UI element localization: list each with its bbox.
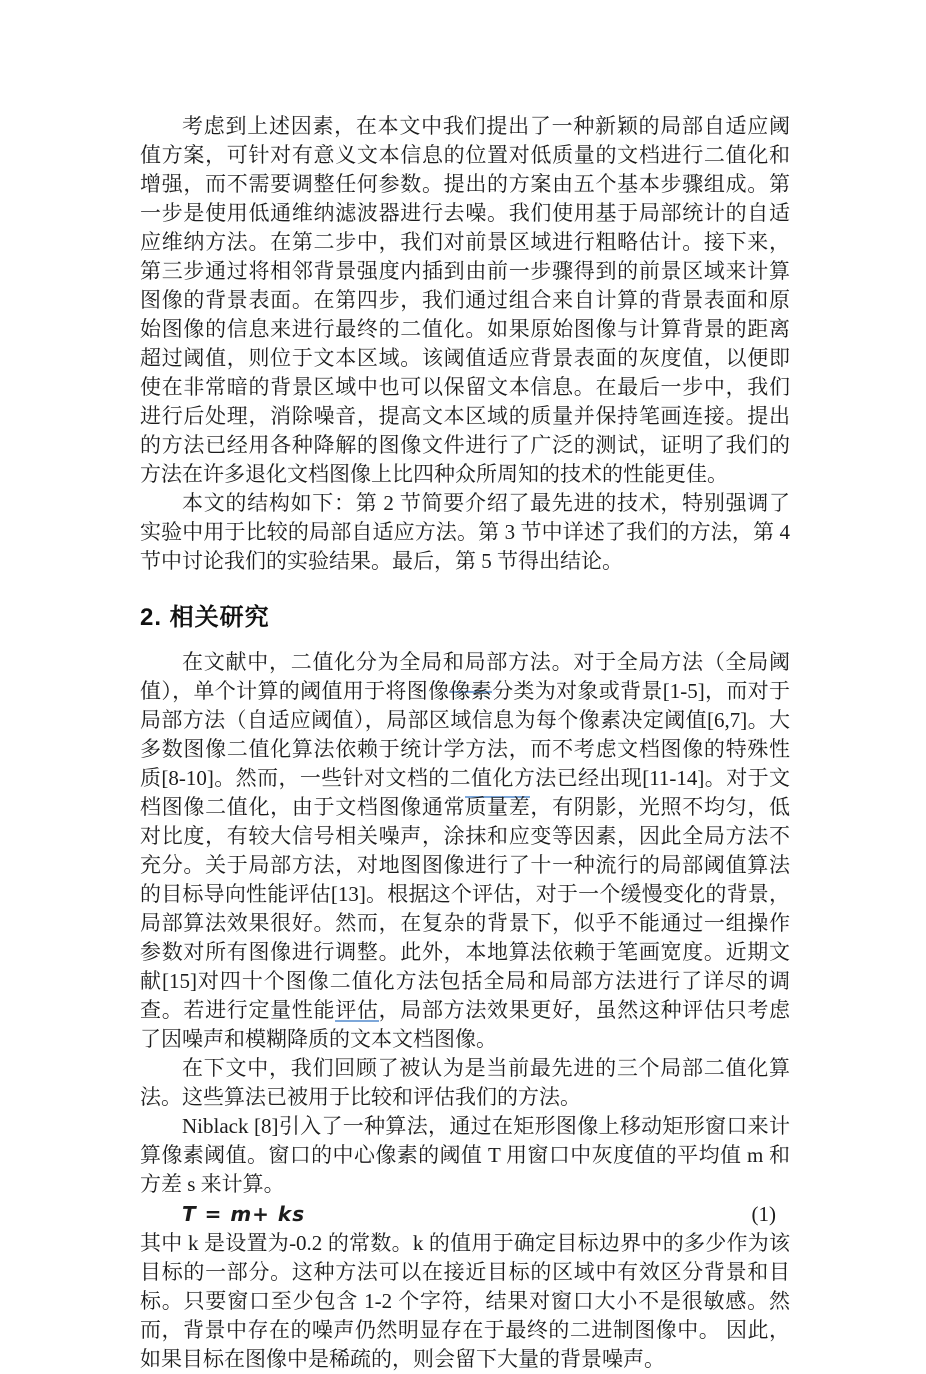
paragraph-intro: 考虑到上述因素，在本文中我们提出了一种新颖的局部自适应阈值方案，可针对有意义文本信息的位置对低质量的文档进行二值化和增强，而不需要调整任何参数。提出的方案由五个基本步骤组成。第一步是使用低通维纳滤波器进行去噪。我们使用基于局部统计的自适应维纳方法。在第二步中，我们对前景区域进行粗略估计。接下来，第三步通过将相邻背景强度内插到由前一步骤得到的前景区域来计算图像的背景表面。在第四步，我们通过组合来自计算的背景表面和原始图像的信息来进行最终的二值化。如果原始图像与计算背景的距离超过阈值，则位于文本区域。该阈值适应背景表面的灰度值，以便即使在非常暗的背景区域中也可以保留文本信息。在最后一步中，我们进行后处理，消除噪音，提高文本区域的质量并保持笔画连接。提出的方法已经用各种降解的图像文件进行了广泛的测试，证明了我们的方法在许多退化文档图像上比四种众所周知的技术的性能更佳。 bbox=[140, 114, 790, 486]
formula-expression: T = m+ ks bbox=[182, 1202, 306, 1226]
text-segment: 分类为对象或背景[1-5]，而对于局部方法（自适应阈值），局部区域信息为每个像素决定阈值[6,7]。大多数图像二值化算法依赖于统计学方法，而不考虑文档图像的特殊性质[8-10]。然而，一些针对文档的二值化方法已经出现[11-14]。对于文档图像二值化，由于文档图像通常 bbox=[140, 679, 790, 819]
equation-number: (1) bbox=[751, 1202, 776, 1226]
proofing-mark-under: 评估 bbox=[335, 998, 379, 1022]
paragraph-review: 在下文中，我们回顾了被认为是当前最先进的三个局部二值化算法。这些算法已被用于比较和评估我们的方法。 bbox=[140, 1056, 790, 1109]
paragraph-niblack: Niblack [8]引入了一种算法，通过在矩形图像上移动矩形窗口来计算像素阈值。窗口的中心像素的阈值 T 用窗口中灰度值的平均值 m 和方差 s 来计算。 bbox=[140, 1114, 790, 1196]
formula-row bbox=[140, 1199, 790, 1229]
paragraph-k-constant: 其中 k 是设置为-0.2 的常数。k 的值用于确定目标边界中的多少作为该目标的一部分。这种方法可以在接近目标的区域中有效区分背景和目标。只要窗口至少包含 1-2 个字符，结果对窗口大小不是很敏感。然而，背景中存在的噪声仍然明显存在于最终的二进制图像中。 因此，如果目标在图像中是稀疏的，则会留下大量的背景噪声。 bbox=[140, 1231, 790, 1371]
text-segment: 在文献中，二值化分为全局和局部方法。对于全局方法（全局阈值），单个计算的阈值用于将图像 bbox=[140, 650, 790, 703]
paragraph-related-work bbox=[140, 648, 790, 1054]
proofing-mark-strike: 像素 bbox=[449, 679, 493, 703]
section-heading-related-work: 2. 相关研究 bbox=[140, 604, 270, 631]
text-segment: ，局部方法效果更好，虽然这种评估只考虑了因噪声和模糊降质的文本文档图像。 bbox=[140, 998, 791, 1051]
text-segment: ，有阴影，光照不均匀，低对比度，有较大信号相关噪声，涂抹和应变等因素，因此全局方法不充分。关于局部方法，对地图图像进行了十一种流行的局部阈值算法的目标导向性能评估[13]。根据这个评估，对于一个缓慢变化的背景，局部算法效果很好。然而，在复杂的背景下，似乎不能通过一组操作参数对所有图像进行调整。此外，本地算法依赖于笔画宽度。近期文献[15]对四十个图像二值化方法包括全局和局部方法进行了详尽的调查。若进行定量性能 bbox=[140, 795, 791, 1022]
document-body bbox=[140, 112, 790, 1374]
paragraph-structure: 本文的结构如下：第 2 节简要介绍了最先进的技术，特别强调了实验中用于比较的局部自适应方法。第 3 节中详述了我们的方法，第 4 节中讨论我们的实验结果。最后，第 5 节得出结论。 bbox=[140, 491, 790, 573]
proofing-mark-over: 质量差 bbox=[465, 795, 531, 819]
